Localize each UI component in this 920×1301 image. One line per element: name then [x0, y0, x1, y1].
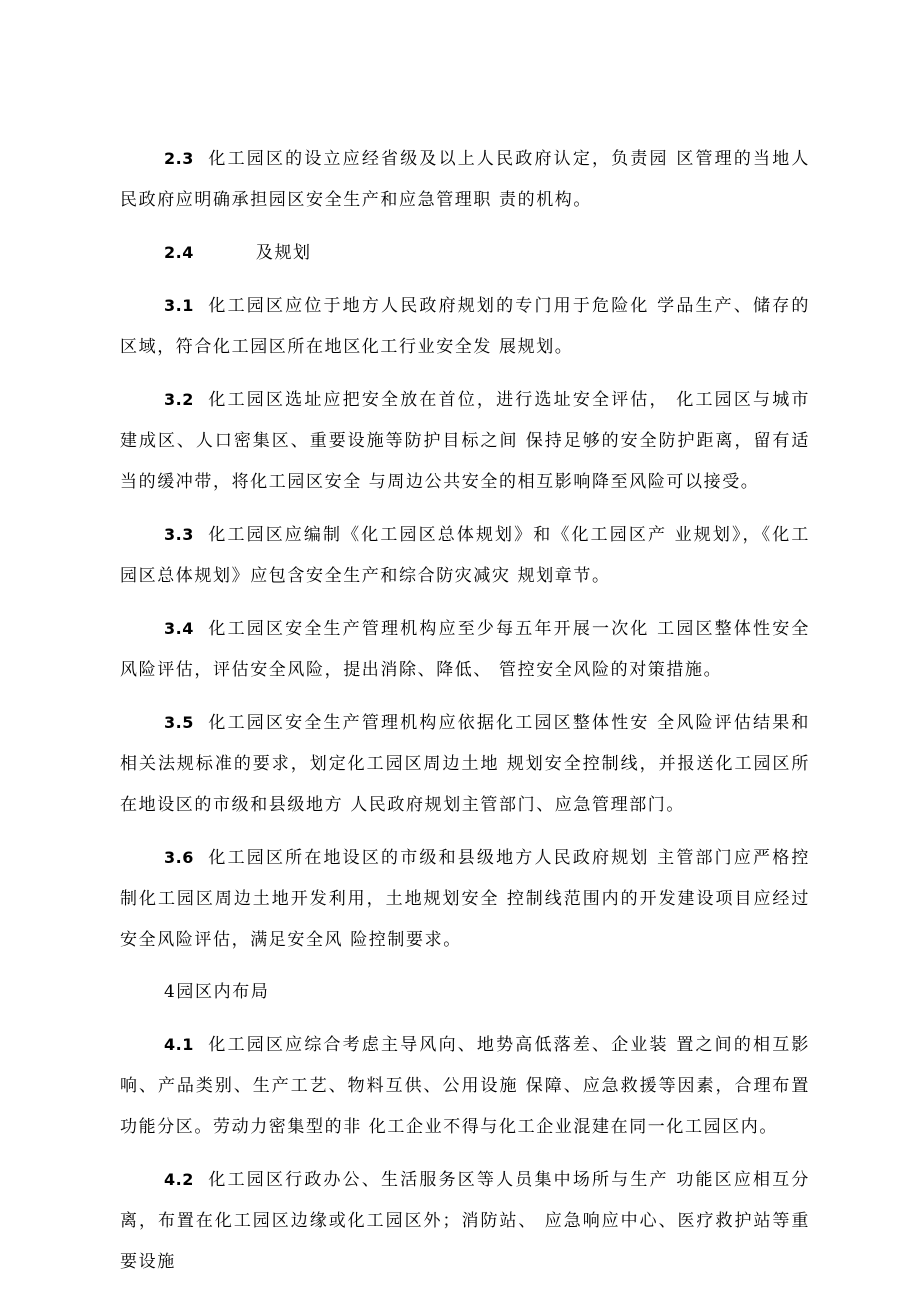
- clause-number: 3.5: [164, 713, 194, 732]
- paragraph-2-3: [120, 138, 810, 221]
- paragraph-3-3: [120, 514, 810, 597]
- section-heading-text: 4园区内布局: [164, 982, 270, 1002]
- clause-number: 4.1: [164, 1035, 194, 1054]
- clause-number: 3.2: [164, 390, 194, 409]
- clause-text: 化工园区所在地设区的市级和县级地方人民政府规划 主管部门应严格控制化工园区周边土地开发利用，土地规划安全 控制线范围内的开发建设项目应经过安全风险评估，满足安全风 险控制要求。: [120, 848, 810, 950]
- clause-number: 3.1: [164, 296, 194, 315]
- clause-text: 化工园区应综合考虑主导风向、地势高低落差、企业装 置之间的相互影响、产品类别、生产工艺、物料互供、公用设施 保障、应急救援等因素，合理布置功能分区。劳动力密集型的非 化工企业不得与化工企业混建在同一化工园区内。: [120, 1035, 810, 1137]
- clause-text: 化工园区选址应把安全放在首位，进行选址安全评估， 化工园区与城市建成区、人口密集区、重要设施等防护目标之间 保持足够的安全防护距离，留有适当的缓冲带，将化工园区安全 与周边公共安全的相互影响降至风险可以接受。: [120, 390, 810, 492]
- paragraph-3-4: [120, 608, 810, 691]
- paragraph-4-1: [120, 1024, 810, 1148]
- clause-text: 化工园区应位于地方人民政府规划的专门用于危险化 学品生产、储存的区域，符合化工园区所在地区化工行业安全发 展规划。: [120, 296, 810, 357]
- clause-text: 化工园区应编制《化工园区总体规划》和《化工园区产 业规划》，《化工园区总体规划》应包含安全生产和综合防灾减灾 规划章节。: [120, 525, 810, 586]
- clause-number: 3.4: [164, 619, 194, 638]
- clause-number: 3.6: [164, 848, 194, 867]
- section-heading-4: [120, 972, 810, 1013]
- clause-number: 2.3: [164, 149, 194, 168]
- paragraph-3-1: [120, 285, 810, 368]
- document-page: [120, 138, 810, 1294]
- paragraph-4-2: [120, 1159, 810, 1283]
- clause-text: 化工园区安全生产管理机构应依据化工园区整体性安 全风险评估结果和相关法规标准的要求，划定化工园区周边土地 规划安全控制线，并报送化工园区所在地设区的市级和县级地方 人民政府规划主管部门、应急管理部门。: [120, 713, 810, 815]
- section-heading-text: 及规划: [255, 243, 312, 263]
- clause-number: 2.4: [164, 243, 194, 262]
- clause-text: 化工园区安全生产管理机构应至少每五年开展一次化 工园区整体性安全风险评估，评估安全风险，提出消除、降低、 管控安全风险的对策措施。: [120, 619, 810, 680]
- section-heading-2-4: [120, 232, 810, 274]
- clause-text: 化工园区行政办公、生活服务区等人员集中场所与生产 功能区应相互分离，布置在化工园区边缘或化工园区外；消防站、 应急响应中心、医疗救护站等重要设施: [120, 1170, 810, 1272]
- clause-number: 3.3: [164, 525, 194, 544]
- paragraph-3-6: [120, 837, 810, 961]
- paragraph-3-2: [120, 379, 810, 503]
- paragraph-3-5: [120, 702, 810, 826]
- clause-number: 4.2: [164, 1170, 194, 1189]
- clause-text: 化工园区的设立应经省级及以上人民政府认定，负责园 区管理的当地人民政府应明确承担园区安全生产和应急管理职 责的机构。: [120, 149, 810, 210]
